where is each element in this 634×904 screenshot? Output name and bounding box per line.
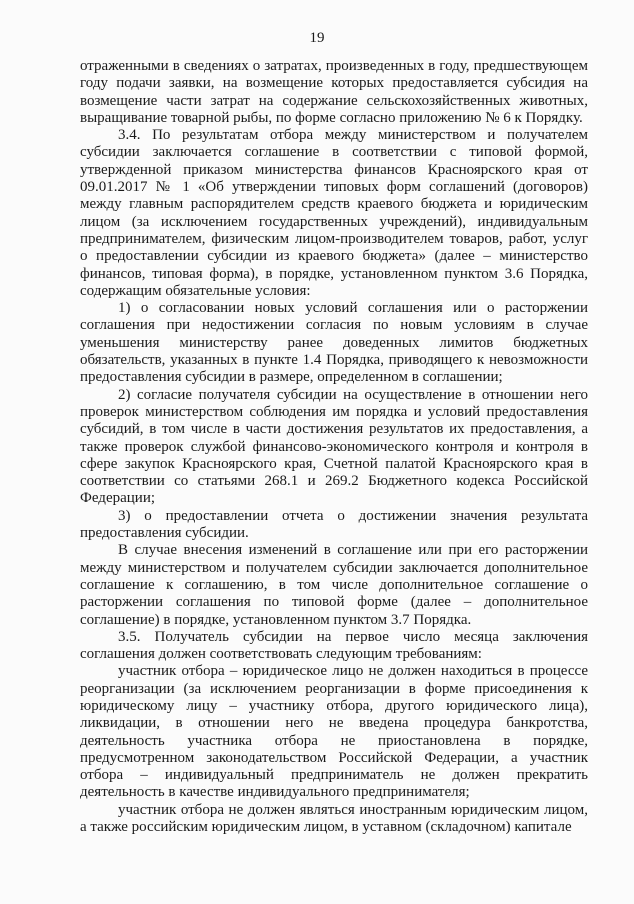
document-body bbox=[80, 58, 588, 836]
paragraph-condition-1: 1) о согласовании новых условий соглашения или о расторжении соглашения при недостижении согласия по новым условиям в случае уменьшения министерству ранее доведенных лимитов бюджетных обязательств, указанных в пункте 1.4 Порядка, приводящего к невозможности предоставления субсидии в размере, определенном в соглашении; bbox=[80, 300, 588, 386]
page-number: 19 bbox=[309, 30, 325, 46]
paragraph-condition-3: 3) о предоставлении отчета о достижении значения результата предоставления субсидии. bbox=[80, 507, 588, 542]
paragraph-3-4: 3.4. По результатам отбора между министерством и получателем субсидии заключается соглашение в соответствии с типовой формой, утвержденной приказом министерства финансов Красноярского края от 09.01.2017 № 1 «Об утверждении типовых форм соглашений (договоров) между главным распорядителем средств краевого бюджета и юридическим лицом (за исключением государственных учреждений), индивидуальным предпринимателем, физическим лицом-производителем товаров, работ, услуг о предоставлении субсидии из краевого бюджета» (далее – министерство финансов, типовая форма), в порядке, установленном пунктом 3.6 Порядка, содержащим обязательные условия: bbox=[80, 127, 588, 299]
paragraph-requirement-foreign-entity: участник отбора не должен являться иностранным юридическим лицом, а также российским юридическим лицом, в уставном (складочном) капитале bbox=[80, 801, 588, 836]
paragraph-3-5: 3.5. Получатель субсидии на первое число месяца заключения соглашения должен соответствовать следующим требованиям: bbox=[80, 628, 588, 663]
paragraph-continuation: отраженными в сведениях о затратах, произведенных в году, предшествующем году подачи заявки, на возмещение которых предоставляется субсидия на возмещение части затрат на содержание сельскохозяйственных животных, выращивание товарной рыбы, по форме согласно приложению № 6 к Порядку. bbox=[80, 58, 588, 126]
paragraph-condition-2: 2) согласие получателя субсидии на осуществление в отношении него проверок министерством соблюдения им порядка и условий предоставления субсидий, в том числе в части достижения результатов их предоставления, а также проверок службой финансово-экономического контроля и контроля в сфере закупок Красноярского края, Счетной палатой Красноярского края в соответствии со статьями 268.1 и 269.2 Бюджетного кодекса Российской Федерации; bbox=[80, 386, 588, 507]
paragraph-amendments: В случае внесения изменений в соглашение или при его расторжении между министерством и получателем субсидии заключается дополнительное соглашение к соглашению, в том числе дополнительное соглашение о расторжении соглашения по типовой форме (далее – дополнительное соглашение) в порядке, установленном пунктом 3.7 Порядка. bbox=[80, 542, 588, 628]
paragraph-requirement-reorganization: участник отбора – юридическое лицо не должен находиться в процессе реорганизации (за исключением реорганизации в форме присоединения к юридическому лицу – участнику отбора, другого юридического лица), ликвидации, в отношении него не введена процедура банкротства, деятельность участника отбора не приостановлена в порядке, предусмотренном законодательством Российской Федерации, а участник отбора – индивидуальный предприниматель не должен прекратить деятельность в качестве индивидуального предпринимателя; bbox=[80, 663, 588, 801]
